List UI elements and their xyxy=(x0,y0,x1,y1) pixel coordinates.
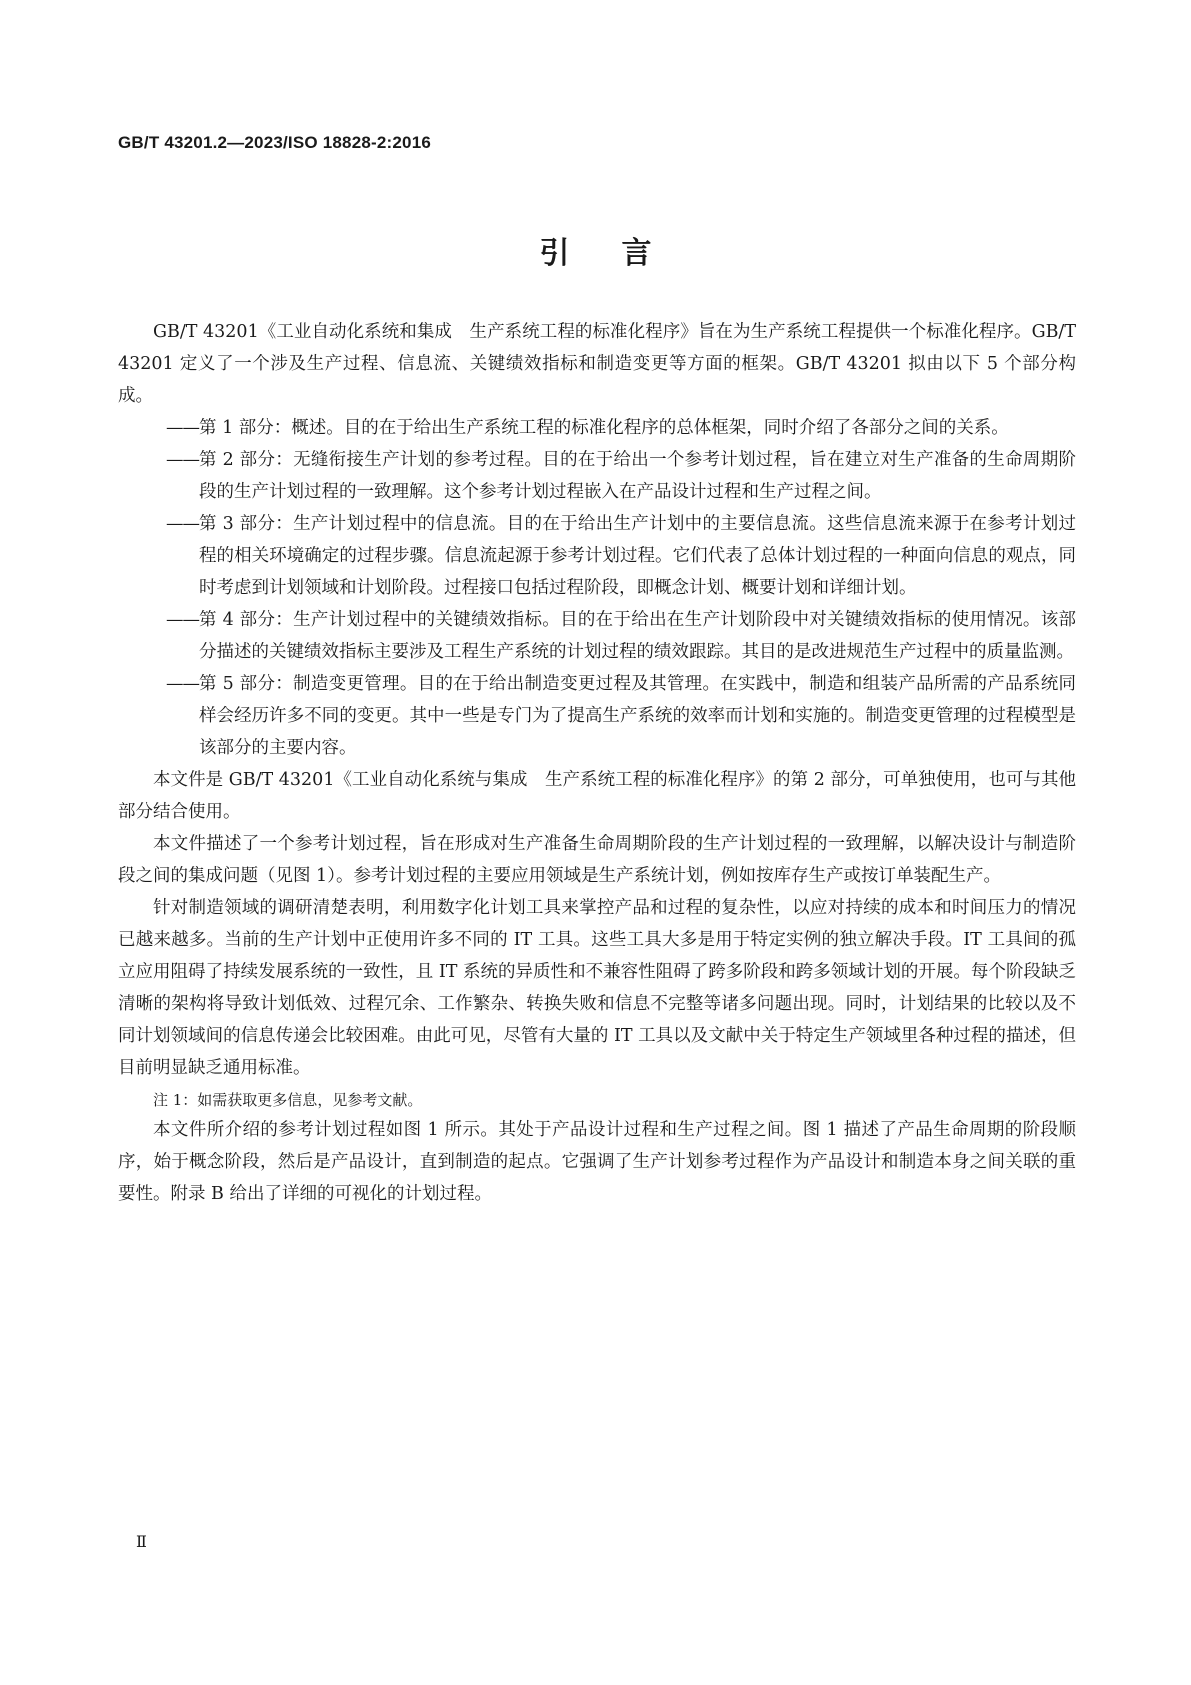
page-number: Ⅱ xyxy=(136,1532,147,1551)
list-item xyxy=(118,444,1076,508)
list-dash: —— xyxy=(166,674,199,694)
page-title: 引言 xyxy=(539,236,704,271)
intro-paragraph-5: 本文件所介绍的参考计划过程如图 1 所示。其处于产品设计过程和生产过程之间。图 1 描述了产品生命周期的阶段顺序，始于概念阶段，然后是产品设计，直到制造的起点。它强调了生产计划参考过程作为产品设计和制造本身之间关联的重要性。附录 B 给出了详细的可视化的计划过程。 xyxy=(118,1120,1076,1204)
list-item-text: 第 2 部分：无缝衔接生产计划的参考过程。目的在于给出一个参考计划过程，旨在建立对生产准备的生命周期阶段的生产计划过程的一致理解。这个参考计划过程嵌入在产品设计过程和生产过程之间。 xyxy=(199,450,1076,502)
intro-paragraph-4: 针对制造领域的调研清楚表明，利用数字化计划工具来掌控产品和过程的复杂性，以应对持续的成本和时间压力的情况已越来越多。当前的生产计划中正使用许多不同的 IT 工具。这些工具大多是用于特定实例的独立解决手段。IT 工具间的孤立应用阻碍了持续发展系统的一致性，且 IT 系统的异质性和不兼容性阻碍了跨多阶段和跨多领域计划的开展。每个阶段缺乏清晰的架构将导致计划低效、过程冗余、工作繁杂、转换失败和信息不完整等诸多问题出现。同时，计划结果的比较以及不同计划领域间的信息传递会比较困难。由此可见，尽管有大量的 IT 工具以及文献中关于特定生产领域里各种过程的描述，但目前明显缺乏通用标准。 xyxy=(118,898,1076,1078)
note-1: 注 1：如需获取更多信息，见参考文献。 xyxy=(153,1091,423,1109)
list-dash: —— xyxy=(166,610,199,630)
parts-list xyxy=(118,412,1076,764)
intro-paragraph-3: 本文件描述了一个参考计划过程，旨在形成对生产准备生命周期阶段的生产计划过程的一致理解，以解决设计与制造阶段之间的集成问题（见图 1）。参考计划过程的主要应用领域是生产系统计划，例如按库存生产或按订单装配生产。 xyxy=(118,834,1076,886)
list-item-text: 第 5 部分：制造变更管理。目的在于给出制造变更过程及其管理。在实践中，制造和组装产品所需的产品系统同样会经历许多不同的变更。其中一些是专门为了提高生产系统的效率而计划和实施的。制造变更管理的过程模型是该部分的主要内容。 xyxy=(199,674,1076,758)
document-body xyxy=(118,316,1076,1210)
list-item-text: 第 1 部分：概述。目的在于给出生产系统工程的标准化程序的总体框架，同时介绍了各部分之间的关系。 xyxy=(199,418,1009,438)
list-item xyxy=(118,508,1076,604)
list-item xyxy=(118,412,1076,444)
intro-paragraph-1: GB/T 43201《工业自动化系统和集成 生产系统工程的标准化程序》旨在为生产系统工程提供一个标准化程序。GB/T 43201 定义了一个涉及生产过程、信息流、关键绩效指标和制造变更等方面的框架。GB/T 43201 拟由以下 5 个部分构成。 xyxy=(118,322,1076,406)
list-item xyxy=(118,604,1076,668)
list-dash: —— xyxy=(166,418,199,438)
list-item-text: 第 3 部分：生产计划过程中的信息流。目的在于给出生产计划中的主要信息流。这些信息流来源于在参考计划过程的相关环境确定的过程步骤。信息流起源于参考计划过程。它们代表了总体计划过程的一种面向信息的观点，同时考虑到计划领域和计划阶段。过程接口包括过程阶段，即概念计划、概要计划和详细计划。 xyxy=(199,514,1076,598)
intro-paragraph-2: 本文件是 GB/T 43201《工业自动化系统与集成 生产系统工程的标准化程序》的第 2 部分，可单独使用，也可与其他部分结合使用。 xyxy=(118,770,1076,822)
list-item-text: 第 4 部分：生产计划过程中的关键绩效指标。目的在于给出在生产计划阶段中对关键绩效指标的使用情况。该部分描述的关键绩效指标主要涉及工程生产系统的计划过程的绩效跟踪。其目的是改进规范生产过程中的质量监测。 xyxy=(199,610,1076,662)
list-item xyxy=(118,668,1076,764)
standard-number-header: GB/T 43201.2—2023/ISO 18828-2:2016 xyxy=(118,133,431,152)
list-dash: —— xyxy=(166,450,199,470)
list-dash: —— xyxy=(166,514,199,534)
